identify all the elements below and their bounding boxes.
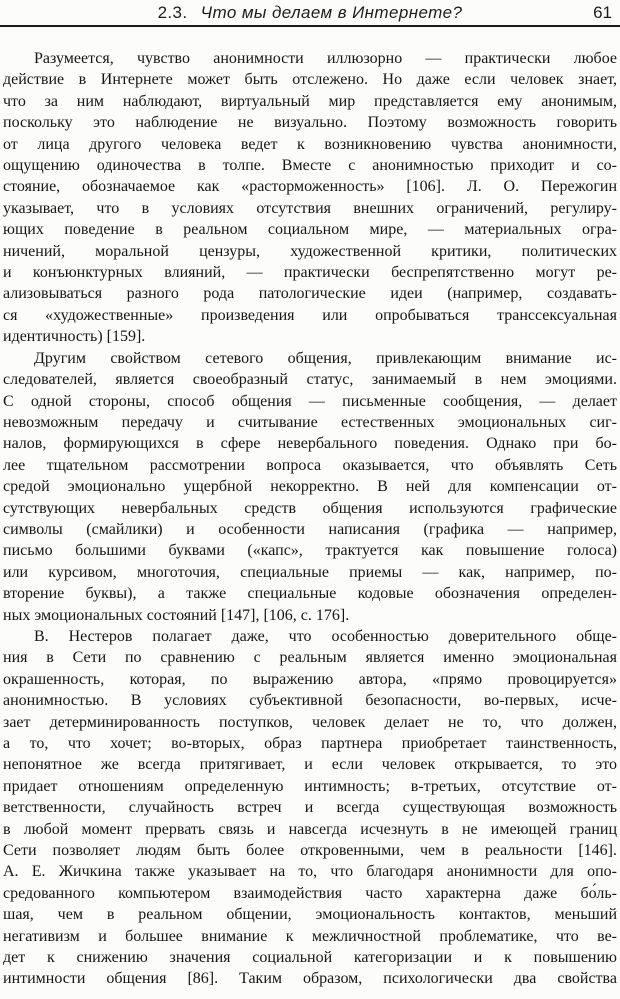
text-line: Разумеется, чувство анонимности иллюзорно — практически любое	[34, 50, 617, 67]
text-line: ющих поведение в реальном социальном мире, — материальных огра-	[3, 221, 617, 239]
paragraph	[3, 48, 617, 348]
text-line: указывает, что в условиях отсутствия внешних ограничений, регулиру-	[3, 199, 617, 217]
text-line: поскольку это наблюдение не визуально. Поэтому возможность говорить	[3, 114, 617, 132]
text-line: В. Нестеров полагает даже, что особенностью доверительного обще-	[34, 627, 617, 645]
text-line: стояние, обозначаемое как «расторможенность» [106]. Л. О. Пережогин	[3, 178, 617, 196]
text-line: в любой момент прервать связь и навсегда исчезнуть в не имеющей границ	[3, 820, 617, 838]
text-line: а то, что хочет; во-вторых, образ партнера приобретает таинственность,	[3, 735, 617, 752]
paragraph	[3, 348, 617, 626]
text-line: ся «художественные» произведения или опробываться транссексуальная	[3, 306, 617, 324]
text-line: Другим свойством сетевого общения, привлекающим внимание ис-	[34, 349, 617, 367]
text-line: придает отношениям определенную интимность; в-третьих, отсутствие от-	[3, 777, 617, 795]
text-line: дет к снижению значения социальной категоризации и к повышению	[3, 949, 617, 967]
text-line: средованного компьютером взаимодействия часто характерна даже бо́ль-	[3, 884, 617, 902]
page-header	[0, 0, 620, 22]
text-line: невозможным передачу и считывание естественных эмоциональных сиг-	[3, 413, 617, 431]
text-line: средой эмоционально ущербной некорректно. В ней для компенсации от-	[3, 478, 617, 496]
text-line: С одной стороны, способ общения — письменные сообщения, — делает	[3, 392, 617, 410]
text-line: символы (смайлики) и особенности написания (графика — например,	[3, 520, 617, 538]
text-line: вторение буквы), а также специальные кодовые обозначения определен-	[3, 585, 617, 603]
text-line: непонятное же всегда притягивает, и если человек открывается, то это	[3, 756, 617, 774]
text-line: идентичность) [159].	[3, 328, 146, 346]
text-line: Сети позволяет людям быть более откровенными, чем в реальности [146].	[3, 842, 617, 860]
text-line: налов, формирующихся в сфере невербального поведения. Однако при бо-	[3, 435, 617, 453]
section-number: 2.3.	[157, 3, 188, 22]
page-text	[0, 27, 620, 990]
text-line: действие в Интернете может быть отслежено. Но даже если человек знает,	[3, 71, 617, 89]
text-line: от лица другого человека ведет к возникновению чувства анонимности,	[3, 135, 617, 153]
text-line: зает детерминированность поступков, человек делает не то, что должен,	[3, 713, 617, 731]
text-line: сутствующих невербальных средств общения используются графические	[3, 499, 617, 517]
text-line: и конъюнктурных влияний, — практически беспрепятственно могут ре-	[3, 264, 617, 282]
text-line: ничений, моральной цензуры, художественной критики, политических	[3, 242, 617, 260]
text-line: анонимностью. В условиях субъективной безопасности, во-первых, исче-	[3, 692, 617, 710]
text-line: ализовываться разного рода патологические идеи (например, создавать-	[3, 285, 617, 303]
text-line: лее тщательном рассмотрении вопроса оказывается, что объявлять Сеть	[3, 456, 617, 474]
text-line: интимности общения [86]. Таким образом, психологически два свойства	[3, 970, 617, 988]
text-line: или курсивом, многоточия, специальные приемы — как, например, по-	[3, 563, 617, 581]
text-line: ных эмоциональных состояний [147], [106, с. 176].	[3, 606, 350, 624]
text-line: А. Е. Жичкина также указывает на то, что благодаря анонимности для опо-	[3, 863, 617, 881]
section-title: Что мы делаем в Интернете?	[200, 3, 463, 22]
section-heading	[158, 3, 463, 23]
text-line: письмо большими буквами («капс», трактуется как повышение голоса)	[3, 542, 617, 560]
text-line: негативизм и большее внимание к межличностной проблематике, что ве-	[3, 927, 617, 945]
text-line: следователей, является своеобразный статус, занимаемый в нем эмоциями.	[3, 371, 617, 389]
text-line: окрашенность, которая, по выражению автора, «прямо провоцируется»	[3, 670, 617, 688]
page-number: 61	[593, 3, 612, 22]
text-line: шая, чем в реальном общении, эмоциональность контактов, меньший	[3, 906, 617, 924]
text-line: ния в Сети по сравнению с реальным является именно эмоциональная	[3, 649, 617, 667]
paragraph	[3, 626, 617, 990]
text-line: ощущению одиночества в толпе. Вместе с анонимностью приходит и со-	[3, 157, 617, 175]
text-line: что за ним наблюдают, виртуальный мир представляется ему анонимым,	[3, 92, 617, 110]
text-line: ветственности, случайность встреч и всегда существующая возможность	[3, 799, 617, 817]
